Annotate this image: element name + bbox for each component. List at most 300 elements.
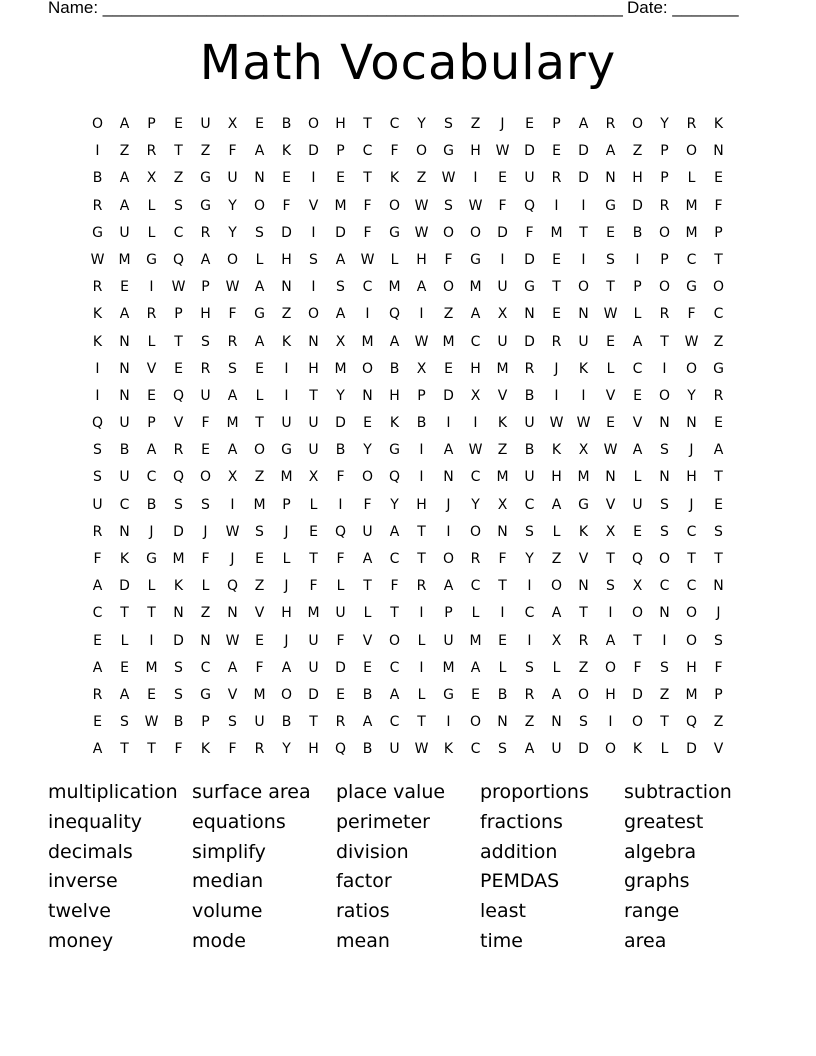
grid-row: [84, 736, 732, 763]
grid-letter: D: [443, 387, 454, 404]
grid-row: [84, 573, 732, 600]
grid-letter: I: [608, 714, 613, 731]
grid-letter: I: [608, 605, 613, 622]
grid-letter: I: [500, 605, 505, 622]
grid-letter: R: [173, 442, 184, 459]
grid-letter: N: [605, 469, 616, 486]
grid-letter: E: [93, 714, 102, 731]
grid-letter: N: [227, 605, 238, 622]
grid-letter: O: [685, 143, 698, 160]
grid-letter: R: [524, 686, 535, 703]
grid-letter: B: [389, 360, 400, 377]
grid-letter: U: [308, 632, 319, 649]
grid-letter: U: [497, 333, 508, 350]
grid-letter: A: [92, 659, 103, 676]
grid-letter: R: [605, 116, 616, 132]
grid-letter: O: [91, 116, 104, 132]
grid-letter: T: [147, 741, 156, 758]
word-bank-item: least: [480, 900, 526, 923]
grid-letter: A: [443, 442, 454, 459]
grid-letter: I: [95, 387, 100, 404]
grid-letter: J: [284, 578, 289, 595]
grid-letter: A: [254, 279, 265, 296]
grid-letter: O: [361, 469, 374, 486]
grid-letter: G: [200, 170, 211, 187]
grid-letter: I: [527, 578, 532, 595]
grid-row: [84, 165, 732, 192]
grid-letter: E: [363, 415, 372, 432]
grid-letter: D: [497, 224, 508, 241]
grid-letter: M: [334, 197, 347, 214]
grid-letter: A: [389, 523, 400, 540]
grid-letter: U: [524, 415, 535, 432]
grid-letter: V: [254, 605, 265, 622]
grid-letter: U: [119, 224, 130, 241]
grid-letter: Z: [119, 143, 130, 160]
grid-letter: Y: [363, 442, 372, 459]
grid-row: [84, 220, 732, 247]
grid-letter: Q: [631, 551, 644, 567]
grid-letter: A: [632, 442, 643, 459]
grid-letter: J: [716, 605, 721, 622]
grid-letter: I: [284, 387, 289, 404]
grid-letter: U: [200, 116, 211, 132]
grid-letter: T: [579, 605, 588, 622]
grid-letter: W: [414, 741, 429, 758]
grid-letter: A: [524, 741, 535, 758]
grid-letter: E: [552, 251, 561, 268]
grid-row: [84, 655, 732, 682]
grid-letter: R: [713, 387, 724, 404]
grid-letter: Y: [228, 224, 237, 241]
grid-letter: I: [149, 632, 154, 649]
grid-letter: C: [389, 116, 400, 132]
grid-letter: F: [687, 306, 696, 323]
grid-letter: X: [227, 116, 238, 132]
grid-letter: D: [524, 333, 535, 350]
grid-letter: U: [119, 415, 130, 432]
grid-letter: W: [603, 306, 618, 323]
word-bank-item: money: [48, 929, 114, 952]
grid-letter: Z: [281, 306, 292, 323]
grid-letter: F: [93, 551, 102, 567]
grid-letter: T: [363, 116, 372, 132]
grid-letter: E: [255, 551, 264, 567]
grid-letter: V: [632, 415, 643, 432]
grid-letter: S: [93, 442, 102, 459]
grid-letter: I: [419, 659, 424, 676]
grid-letter: A: [200, 251, 211, 268]
grid-letter: T: [309, 714, 318, 731]
grid-letter: N: [119, 333, 130, 350]
grid-letter: H: [686, 469, 697, 486]
grid-letter: S: [660, 523, 669, 540]
grid-letter: I: [149, 279, 154, 296]
grid-letter: H: [389, 387, 400, 404]
grid-letter: F: [498, 197, 507, 214]
grid-row: [84, 464, 732, 491]
grid-letter: S: [255, 523, 264, 540]
grid-letter: U: [524, 469, 535, 486]
grid-letter: L: [687, 170, 696, 187]
grid-letter: Z: [578, 659, 589, 676]
grid-letter: C: [524, 496, 535, 513]
grid-letter: A: [362, 551, 373, 567]
grid-letter: E: [714, 170, 723, 187]
grid-letter: H: [470, 360, 481, 377]
grid-letter: F: [255, 659, 264, 676]
grid-row: [84, 138, 732, 165]
grid-letter: I: [500, 251, 505, 268]
word-bank: [48, 778, 778, 957]
grid-letter: U: [281, 415, 292, 432]
grid-letter: C: [686, 578, 697, 595]
grid-letter: I: [284, 360, 289, 377]
grid-letter: I: [662, 632, 667, 649]
grid-letter: U: [362, 523, 373, 540]
grid-letter: Y: [282, 741, 291, 758]
grid-letter: W: [603, 442, 618, 459]
grid-letter: B: [281, 116, 292, 132]
grid-letter: V: [713, 741, 724, 758]
grid-letter: S: [255, 224, 264, 241]
grid-letter: Y: [471, 496, 480, 513]
grid-letter: E: [606, 224, 615, 241]
grid-letter: A: [92, 741, 103, 758]
word-bank-item: twelve: [48, 900, 111, 923]
grid-letter: M: [334, 360, 347, 377]
grid-letter: E: [201, 442, 210, 459]
grid-letter: A: [389, 333, 400, 350]
grid-letter: O: [577, 279, 590, 296]
grid-letter: F: [174, 741, 183, 758]
grid-letter: W: [225, 279, 240, 296]
grid-letter: T: [714, 251, 723, 268]
grid-letter: E: [471, 686, 480, 703]
grid-letter: P: [714, 686, 723, 703]
grid-letter: U: [92, 496, 103, 513]
grid-letter: Y: [687, 387, 696, 404]
word-bank-item: addition: [480, 840, 558, 863]
grid-letter: E: [714, 415, 723, 432]
grid-letter: K: [578, 360, 589, 377]
grid-letter: E: [363, 659, 372, 676]
grid-letter: T: [417, 714, 426, 731]
grid-letter: D: [686, 741, 697, 758]
grid-letter: G: [605, 197, 616, 214]
grid-letter: N: [605, 170, 616, 187]
grid-letter: N: [308, 333, 319, 350]
grid-letter: S: [606, 578, 615, 595]
grid-letter: C: [362, 143, 373, 160]
grid-letter: Z: [524, 714, 535, 731]
grid-letter: S: [444, 116, 453, 132]
grid-letter: Y: [660, 116, 669, 132]
grid-letter: S: [498, 741, 507, 758]
grid-letter: P: [417, 387, 426, 404]
grid-letter: W: [576, 415, 591, 432]
grid-row: [84, 111, 732, 138]
letter-grid: [84, 111, 732, 764]
grid-letter: W: [225, 632, 240, 649]
grid-letter: R: [146, 143, 157, 160]
grid-letter: I: [311, 279, 316, 296]
grid-letter: L: [255, 387, 264, 404]
grid-letter: S: [606, 251, 615, 268]
grid-letter: R: [551, 333, 562, 350]
grid-letter: N: [578, 306, 589, 323]
grid-letter: S: [174, 659, 183, 676]
grid-letter: I: [581, 197, 586, 214]
grid-letter: I: [230, 496, 235, 513]
grid-letter: X: [605, 523, 616, 540]
grid-letter: R: [659, 306, 670, 323]
grid-letter: E: [147, 686, 156, 703]
grid-letter: I: [311, 224, 316, 241]
grid-row: [84, 437, 732, 464]
grid-letter: F: [309, 578, 318, 595]
grid-letter: H: [335, 116, 346, 132]
grid-letter: U: [578, 333, 589, 350]
grid-letter: B: [362, 741, 373, 758]
grid-letter: I: [338, 496, 343, 513]
grid-letter: Q: [334, 741, 347, 758]
grid-letter: L: [120, 632, 129, 649]
grid-letter: B: [92, 170, 103, 187]
grid-letter: L: [147, 197, 156, 214]
word-bank-item: fractions: [480, 810, 563, 833]
grid-letter: F: [201, 415, 210, 432]
grid-letter: M: [496, 469, 509, 486]
grid-letter: K: [173, 578, 184, 595]
grid-letter: A: [335, 251, 346, 268]
grid-letter: H: [632, 170, 643, 187]
grid-letter: A: [470, 306, 481, 323]
grid-letter: A: [254, 333, 265, 350]
grid-letter: Z: [200, 605, 211, 622]
grid-letter: F: [390, 578, 399, 595]
word-bank-item: mean: [336, 929, 390, 952]
grid-letter: E: [714, 496, 723, 513]
grid-letter: M: [361, 333, 374, 350]
grid-letter: M: [442, 333, 455, 350]
grid-letter: D: [578, 143, 589, 160]
grid-letter: K: [713, 116, 724, 132]
grid-letter: T: [363, 578, 372, 595]
grid-letter: F: [201, 551, 210, 567]
grid-letter: N: [443, 469, 454, 486]
grid-letter: Z: [173, 170, 184, 187]
grid-letter: S: [336, 279, 345, 296]
grid-letter: J: [689, 496, 694, 513]
grid-letter: D: [308, 686, 319, 703]
grid-letter: O: [253, 197, 266, 214]
grid-letter: D: [173, 523, 184, 540]
grid-letter: G: [443, 686, 454, 703]
grid-letter: B: [524, 387, 535, 404]
word-bank-item: equations: [192, 810, 286, 833]
grid-letter: M: [253, 496, 266, 513]
grid-letter: Z: [443, 306, 454, 323]
grid-letter: Q: [172, 251, 185, 268]
grid-letter: L: [552, 523, 561, 540]
grid-letter: V: [146, 360, 157, 377]
grid-letter: V: [308, 197, 319, 214]
grid-letter: B: [632, 224, 643, 241]
grid-letter: L: [390, 251, 399, 268]
grid-letter: E: [444, 360, 453, 377]
grid-letter: A: [146, 442, 157, 459]
grid-letter: M: [118, 251, 131, 268]
word-bank-item: PEMDAS: [480, 870, 560, 893]
grid-row: [84, 410, 732, 437]
grid-letter: A: [551, 496, 562, 513]
grid-letter: T: [174, 333, 183, 350]
grid-letter: A: [416, 279, 427, 296]
grid-letter: N: [200, 632, 211, 649]
grid-letter: N: [281, 279, 292, 296]
grid-letter: F: [336, 469, 345, 486]
grid-letter: L: [201, 578, 210, 595]
grid-letter: C: [146, 469, 157, 486]
grid-letter: Y: [417, 116, 426, 132]
grid-letter: I: [95, 143, 100, 160]
grid-letter: Q: [91, 415, 104, 432]
word-bank-item: proportions: [480, 781, 589, 803]
grid-letter: C: [92, 605, 103, 622]
grid-letter: Y: [228, 197, 237, 214]
grid-letter: D: [578, 170, 589, 187]
grid-letter: K: [497, 415, 508, 432]
grid-letter: T: [255, 415, 264, 432]
grid-letter: T: [660, 714, 669, 731]
grid-letter: N: [497, 523, 508, 540]
grid-letter: S: [309, 251, 318, 268]
grid-letter: R: [227, 333, 238, 350]
grid-letter: I: [635, 251, 640, 268]
grid-letter: K: [389, 415, 400, 432]
grid-letter: I: [419, 442, 424, 459]
grid-letter: R: [578, 632, 589, 649]
grid-letter: F: [444, 251, 453, 268]
grid-letter: S: [174, 197, 183, 214]
grid-letter: F: [714, 659, 723, 676]
grid-letter: O: [388, 197, 401, 214]
grid-letter: O: [199, 469, 212, 486]
grid-letter: M: [253, 686, 266, 703]
grid-letter: X: [308, 469, 319, 486]
grid-letter: L: [552, 659, 561, 676]
grid-letter: I: [473, 415, 478, 432]
grid-letter: N: [659, 605, 670, 622]
grid-letter: L: [471, 605, 480, 622]
grid-letter: L: [660, 741, 669, 758]
word-bank-item: mode: [192, 929, 246, 952]
grid-letter: W: [225, 523, 240, 540]
grid-letter: G: [281, 442, 292, 459]
grid-letter: B: [146, 496, 157, 513]
grid-row: [84, 247, 732, 274]
grid-letter: Z: [254, 578, 265, 595]
grid-letter: E: [606, 333, 615, 350]
word-bank-item: range: [624, 900, 680, 923]
grid-letter: P: [201, 714, 210, 731]
grid-letter: R: [92, 523, 103, 540]
word-bank-item: algebra: [624, 840, 697, 863]
grid-letter: H: [281, 605, 292, 622]
grid-row: [84, 600, 732, 627]
grid-letter: Q: [388, 469, 401, 486]
grid-letter: F: [525, 224, 534, 241]
grid-letter: F: [228, 741, 237, 758]
word-bank-item: inverse: [48, 870, 118, 893]
word-bank-item: volume: [192, 900, 263, 923]
grid-row: [84, 546, 732, 573]
grid-letter: M: [577, 469, 590, 486]
grid-letter: S: [660, 442, 669, 459]
grid-letter: P: [147, 415, 156, 432]
grid-letter: E: [498, 170, 507, 187]
grid-letter: S: [660, 496, 669, 513]
grid-letter: P: [660, 170, 669, 187]
grid-letter: C: [389, 551, 400, 567]
grid-letter: P: [147, 116, 156, 132]
word-bank-item: subtraction: [624, 781, 732, 803]
grid-letter: B: [524, 442, 535, 459]
grid-letter: D: [308, 143, 319, 160]
grid-letter: K: [551, 442, 562, 459]
grid-letter: O: [631, 714, 644, 731]
grid-letter: P: [201, 279, 210, 296]
grid-letter: R: [335, 714, 346, 731]
grid-letter: S: [444, 197, 453, 214]
grid-letter: G: [200, 686, 211, 703]
grid-letter: T: [633, 632, 642, 649]
word-bank-item: inequality: [48, 810, 143, 833]
grid-letter: E: [336, 686, 345, 703]
grid-letter: A: [605, 632, 616, 649]
grid-letter: F: [498, 551, 507, 567]
grid-letter: F: [336, 632, 345, 649]
grid-letter: Q: [172, 387, 185, 404]
grid-letter: F: [363, 224, 372, 241]
grid-letter: O: [658, 224, 671, 241]
grid-letter: S: [525, 659, 534, 676]
grid-letter: E: [633, 387, 642, 404]
grid-letter: G: [254, 306, 265, 323]
grid-letter: P: [336, 143, 345, 160]
grid-letter: I: [446, 714, 451, 731]
grid-letter: O: [307, 306, 320, 323]
grid-letter: X: [470, 387, 481, 404]
grid-letter: F: [714, 197, 723, 214]
grid-letter: C: [470, 741, 481, 758]
grid-letter: T: [714, 551, 723, 567]
grid-letter: M: [442, 659, 455, 676]
grid-letter: P: [444, 605, 453, 622]
grid-letter: D: [632, 686, 643, 703]
grid-letter: N: [551, 714, 562, 731]
grid-letter: L: [606, 360, 615, 377]
grid-letter: W: [495, 143, 510, 160]
grid-letter: A: [605, 143, 616, 160]
grid-letter: A: [470, 659, 481, 676]
grid-letter: B: [497, 686, 508, 703]
grid-letter: O: [226, 251, 239, 268]
grid-letter: J: [149, 523, 154, 540]
name-field-label: Name: _______________________________________________________: [48, 0, 623, 17]
grid-letter: X: [227, 469, 238, 486]
